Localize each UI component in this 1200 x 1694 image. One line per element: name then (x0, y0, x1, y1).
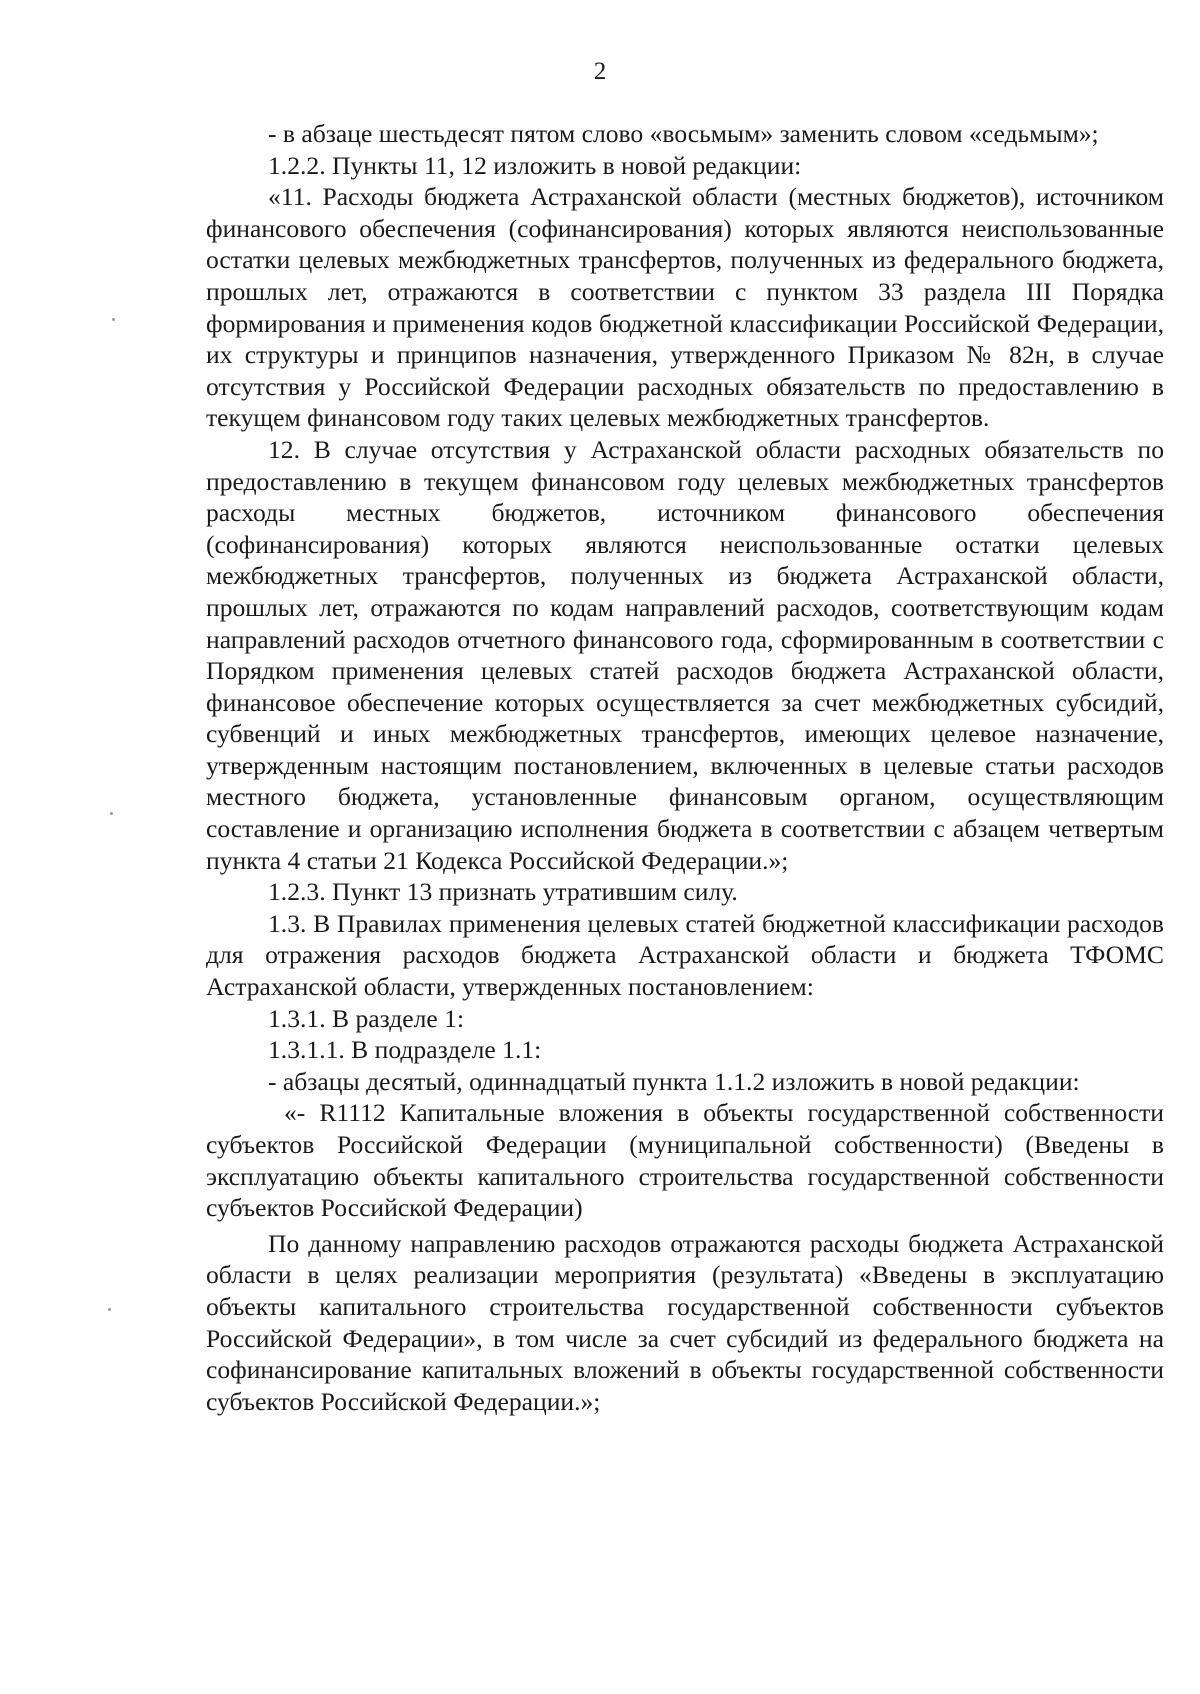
paragraph-replace-word: - в абзаце шестьдесят пятом слово «восьмым» заменить словом «седьмым»; (268, 119, 1099, 148)
paragraph-abzacy: - абзацы десятый, одиннадцатый пункта 1.1.2 изложить в новой редакции: (268, 1066, 1080, 1096)
page-number: 2 (593, 58, 607, 85)
scan-speck (110, 812, 113, 815)
paragraph-expense-direction: По данному направлению расходов отражаются расходы бюджета Астраханской области в целях реализации мероприятия (результата) «Введены в эксплуатацию объекты капитального строительства государственной собственности субъектов Российской Федерации», в том числе за счет субсидий из федерального бюджета на софинансирование капитальных вложений в объекты государственной собственности субъектов Российской Федерации.»; (206, 1228, 1164, 1416)
scan-speck (112, 318, 115, 321)
document-body (206, 118, 1164, 1417)
paragraph-1-3-1: 1.3.1. В разделе 1: (268, 1003, 465, 1033)
paragraph-1-3-1-1: 1.3.1.1. В подразделе 1.1: (268, 1035, 542, 1065)
paragraph-1-3: 1.3. В Правилах применения целевых статей бюджетной классификации расходов для отражения расходов бюджета Астраханской области и бюджета ТФОМС Астраханской области, утвержденных постановлением: (206, 908, 1164, 1002)
paragraph-r1112: «- R1112 Капитальные вложения в объекты государственной собственности субъектов Российской Федерации (муниципальной собственности) (Введены в эксплуатацию объекты капитального строительства государственной собственности субъектов Российской Федерации) (206, 1098, 1164, 1223)
scan-speck (108, 1308, 111, 1311)
paragraph-point-12: 12. В случае отсутствия у Астраханской области расходных обязательств по предоставлению в текущем финансовом году целевых межбюджетных трансфертов расходы местных бюджетов, источником финансового обеспечения (софинансирования) которых являются неиспользованные остатки целевых межбюджетных трансфертов, полученных из бюджета Астраханской области, прошлых лет, отражаются по кодам направлений расходов, соответствующим кодам направлений расходов отчетного финансового года, сформированным в соответствии с Порядком применения целевых статей расходов бюджета Астраханской области, финансовое обеспечение которых осуществляется за счет межбюджетных субсидий, субвенций и иных межбюджетных трансфертов, имеющих целевое назначение, утвержденным настоящим постановлением, включенных в целевые статьи расходов местного бюджета, установленные финансовым органом, осуществляющим составление и организацию исполнения бюджета в соответствии с абзацем четвертым пункта 4 статьи 21 Кодекса Российской Федерации.»; (206, 434, 1164, 875)
paragraph-point-11: «11. Расходы бюджета Астраханской области (местных бюджетов), источником финансового обеспечения (софинансирования) которых являются неиспользованные остатки целевых межбюджетных трансфертов, полученных из федерального бюджета, прошлых лет, отражаются в соответствии с пунктом 33 раздела III Порядка формирования и применения кодов бюджетной классификации Российской Федерации, их структуры и принципов назначения, утвержденного Приказом № 82н, в случае отсутствия у Российской Федерации расходных обязательств по предоставлению в текущем финансовом году таких целевых межбюджетных трансфертов. (206, 182, 1164, 433)
paragraph-1-2-3: 1.2.3. Пункт 13 признать утратившим силу. (268, 877, 738, 907)
paragraph-1-2-2: 1.2.2. Пункты 11, 12 изложить в новой редакции: (268, 150, 802, 180)
